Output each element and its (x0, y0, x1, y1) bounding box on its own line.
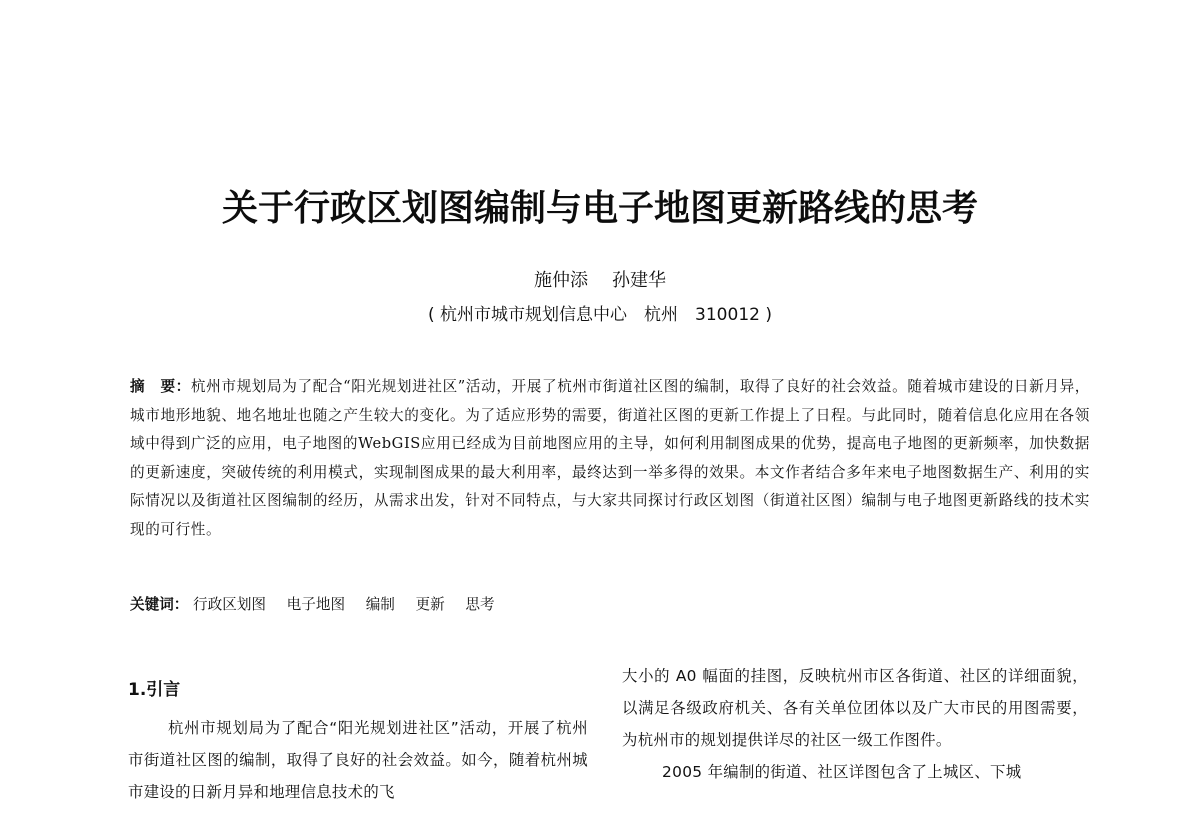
affiliation: ( 杭州市城市规划信息中心 杭州 310012 ) (428, 305, 772, 325)
author-name: 孙建华 (612, 270, 666, 291)
abstract-label: 摘 要： (130, 378, 191, 395)
abstract-text: 杭州市规划局为了配合“阳光规划进社区”活动，开展了杭州市街道社区图的编制，取得了良好的社会效益。随着城市建设的日新月异，城市地形地貌、地名地址也随之产生较大的变化。为了适应形势的需要，街道社区图的更新工作提上了日程。与此同时，随着信息化应用在各领域中得到广泛的应用，电子地图的WebGIS应用已经成为目前地图应用的主导，如何利用制图成果的优势，提高电子地图的更新频率，加快数据的更新速度，突破传统的利用模式，实现制图成果的最大利用率，最终达到一举多得的效果。本文作者结合多年来电子地图数据生产、利用的实际情况以及街道社区图编制的经历，从需求出发，针对不同特点，与大家共同探讨行政区划图（街道社区图）编制与电子地图更新路线的技术实现的可行性。 (130, 378, 1090, 538)
right-column (622, 660, 1088, 788)
keywords-label: 关键词： (130, 596, 189, 613)
keyword: 电子地图 (286, 596, 346, 613)
abstract (130, 373, 1090, 545)
section-heading: 1.引言 (128, 680, 181, 700)
body-paragraph: 杭州市规划局为了配合“阳光规划进社区”活动，开展了杭州市街道社区图的编制，取得了良好的社会效益。如今，随着杭州城市建设的日新月异和地理信息技术的飞 (128, 719, 588, 801)
left-column (128, 676, 588, 808)
body-paragraph: 2005 年编制的街道、社区详图包含了上城区、下城 (662, 763, 1022, 781)
keyword: 更新 (415, 596, 445, 613)
body-paragraph: 大小的 A0 幅面的挂图，反映杭州市区各街道、社区的详细面貌，以满足各级政府机关、各有关单位团体以及广大市民的用图需要，为杭州市的规划提供详尽的社区一级工作图件。 (622, 667, 1088, 749)
author-line (0, 266, 1200, 292)
keyword: 行政区划图 (193, 596, 267, 613)
keyword: 编制 (365, 596, 395, 613)
keywords (130, 593, 1090, 617)
paper-title: 关于行政区划图编制与电子地图更新路线的思考 (221, 188, 978, 229)
author-name: 施仲添 (534, 270, 588, 291)
keyword: 思考 (465, 596, 495, 613)
